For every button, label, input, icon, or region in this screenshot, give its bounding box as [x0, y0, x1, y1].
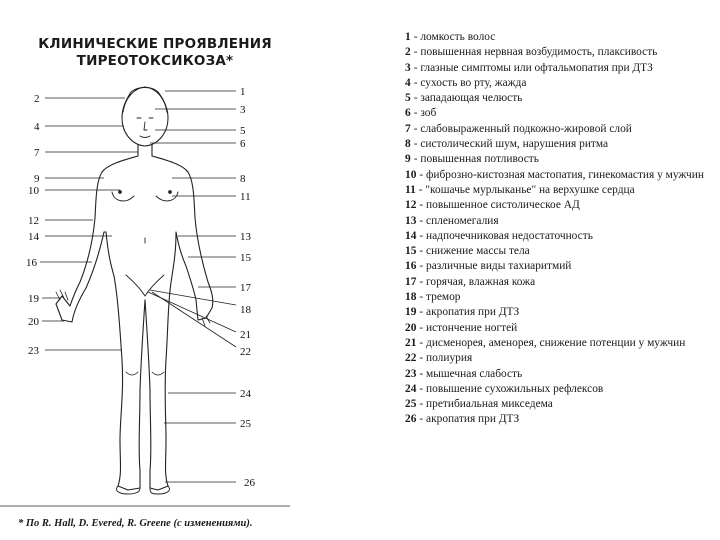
- callout-13: 13: [240, 231, 251, 243]
- groin-shape: [126, 275, 164, 296]
- callout-23: 23: [28, 345, 39, 357]
- legend-item-text: - глазные симптомы или офтальмопатия при ДТЗ: [413, 61, 653, 74]
- legend-item-text: - "кошачье мурлыканье" на верхушке сердца: [418, 183, 635, 196]
- legend-item: [405, 214, 705, 229]
- legend-item-text: - претибиальная микседема: [419, 398, 553, 411]
- legend-item-number: 11: [405, 183, 416, 196]
- legend-item: [405, 198, 705, 213]
- legend-item: [405, 152, 705, 167]
- callout-19: 19: [28, 293, 39, 305]
- legend-item-number: 17: [405, 275, 417, 288]
- legend-item-number: 24: [405, 382, 417, 395]
- legend-item: [405, 30, 705, 45]
- legend-item-number: 19: [405, 306, 417, 319]
- body-right-contour: [145, 156, 213, 490]
- legend-item: [405, 183, 705, 198]
- callout-14: 14: [28, 231, 39, 243]
- callout-2: 2: [34, 93, 40, 105]
- legend-list: [405, 30, 705, 428]
- callout-10: 10: [28, 185, 39, 197]
- callout-4: 4: [34, 121, 40, 133]
- legend-item-text: - повышенная нервная возбудимость, плаксивость: [413, 46, 658, 59]
- legend-item: [405, 382, 705, 397]
- legend-item: [405, 91, 705, 106]
- callout-3: 3: [240, 104, 246, 116]
- legend-item-number: 23: [405, 367, 417, 380]
- callout-numbers: [26, 86, 256, 489]
- callout-7: 7: [34, 147, 40, 159]
- callout-21: 21: [240, 329, 251, 341]
- legend-item-text: - повышение сухожильных рефлексов: [419, 382, 604, 395]
- legend-item-number: 13: [405, 214, 417, 227]
- legend-item-number: 15: [405, 245, 417, 258]
- neck-shape: [138, 145, 152, 156]
- legend-item-text: - западающая челюсть: [413, 92, 523, 105]
- legend-item-number: 4: [405, 76, 411, 89]
- legend-item-text: - дисменорея, аменорея, снижение потенции у мужчин: [419, 336, 686, 349]
- legend-item-number: 22: [405, 352, 417, 365]
- legend-item: [405, 137, 705, 152]
- legend-item: [405, 61, 705, 76]
- legend-item-text: - повышенная потливость: [413, 153, 539, 166]
- legend-item-number: 2: [405, 46, 411, 59]
- legend-item-number: 26: [405, 413, 417, 426]
- legend-item-text: - надпочечниковая недостаточность: [419, 229, 593, 242]
- legend-item-text: - истончение ногтей: [419, 321, 518, 334]
- legend-item-text: - полиурия: [419, 352, 473, 365]
- legend-item-number: 18: [405, 291, 417, 304]
- body-outline: [56, 87, 213, 494]
- legend-item-text: - различные виды тахиаритмий: [419, 260, 572, 273]
- legend-item-number: 20: [405, 321, 417, 334]
- legend-item: [405, 76, 705, 91]
- callout-1: 1: [240, 86, 246, 98]
- legend-item-text: - фиброзно-кистозная мастопатия, гинекомастия у мужчин: [419, 168, 704, 181]
- legend-item-text: - мышечная слабость: [419, 367, 523, 380]
- legend-item-number: 16: [405, 260, 417, 273]
- legend-item-number: 10: [405, 168, 417, 181]
- legend-item-text: - акропатия при ДТЗ: [419, 413, 520, 426]
- chest-shape: [112, 192, 178, 201]
- legend-item-text: - акропатия при ДТЗ: [419, 306, 520, 319]
- legend-item: [405, 321, 705, 336]
- legend-item: [405, 336, 705, 351]
- callout-20: 20: [28, 316, 39, 328]
- legend-item-number: 14: [405, 229, 417, 242]
- body-left-contour: [56, 156, 145, 490]
- legend-item: [405, 229, 705, 244]
- legend-item-text: - ломкость волос: [413, 31, 496, 43]
- callout-11: 11: [240, 191, 251, 203]
- legend-item-text: - систолический шум, нарушения ритма: [413, 138, 609, 151]
- legend-item-number: 3: [405, 61, 411, 74]
- legend-item-text: - спленомегалия: [419, 214, 499, 227]
- callout-26: 26: [244, 477, 255, 489]
- footnote: * По R. Hall, D. Evered, R. Greene (с изменениями).: [18, 518, 253, 529]
- legend-item: [405, 275, 705, 290]
- legend-item-number: 8: [405, 138, 411, 151]
- legend-item: [405, 397, 705, 412]
- legend-item: [405, 244, 705, 259]
- legend-item-number: 21: [405, 336, 417, 349]
- legend-item-number: 9: [405, 153, 411, 166]
- legend-item-text: - зоб: [413, 107, 437, 120]
- legend-item: [405, 351, 705, 366]
- legend-item: [405, 168, 705, 183]
- legend-item-text: - тремор: [419, 291, 461, 304]
- callout-6: 6: [240, 138, 246, 150]
- legend-item-text: - сухость во рту, жажда: [413, 76, 527, 89]
- legend-item: [405, 122, 705, 137]
- legend-item: [405, 45, 705, 60]
- legend-item: [405, 412, 705, 427]
- callout-12: 12: [28, 215, 39, 227]
- feet-shape: [116, 486, 169, 494]
- title-line-1: КЛИНИЧЕСКИЕ ПРОЯВЛЕНИЯ: [38, 36, 272, 52]
- legend-item: [405, 259, 705, 274]
- hair-line: [123, 87, 167, 112]
- legend-item-number: 7: [405, 122, 411, 135]
- legend-item-number: 6: [405, 107, 411, 120]
- legend-item-text: - слабовыраженный подкожно-жировой слой: [413, 122, 632, 135]
- callout-22: 22: [240, 346, 251, 358]
- callout-5: 5: [240, 125, 246, 137]
- legend-item-number: 5: [405, 92, 411, 105]
- legend-item-text: - горячая, влажная кожа: [419, 275, 536, 288]
- callout-25: 25: [240, 418, 251, 430]
- callout-8: 8: [240, 173, 246, 185]
- legend-item-number: 25: [405, 398, 417, 411]
- callout-24: 24: [240, 388, 251, 400]
- legend-item: [405, 305, 705, 320]
- callout-18: 18: [240, 304, 251, 316]
- callout-16: 16: [26, 257, 37, 269]
- legend-item-number: 12: [405, 199, 417, 212]
- callout-15: 15: [240, 252, 251, 264]
- legend-item-number: 1: [405, 31, 411, 43]
- callout-9: 9: [34, 173, 40, 185]
- title-line-2: ТИРЕОТОКСИКОЗА*: [76, 53, 234, 69]
- legend-item-text: - повышенное систолическое АД: [419, 199, 580, 212]
- legend-item: [405, 367, 705, 382]
- callout-17: 17: [240, 282, 251, 294]
- legend-item: [405, 290, 705, 305]
- legend-item-text: - снижение массы тела: [419, 245, 530, 258]
- legend-item: [405, 106, 705, 121]
